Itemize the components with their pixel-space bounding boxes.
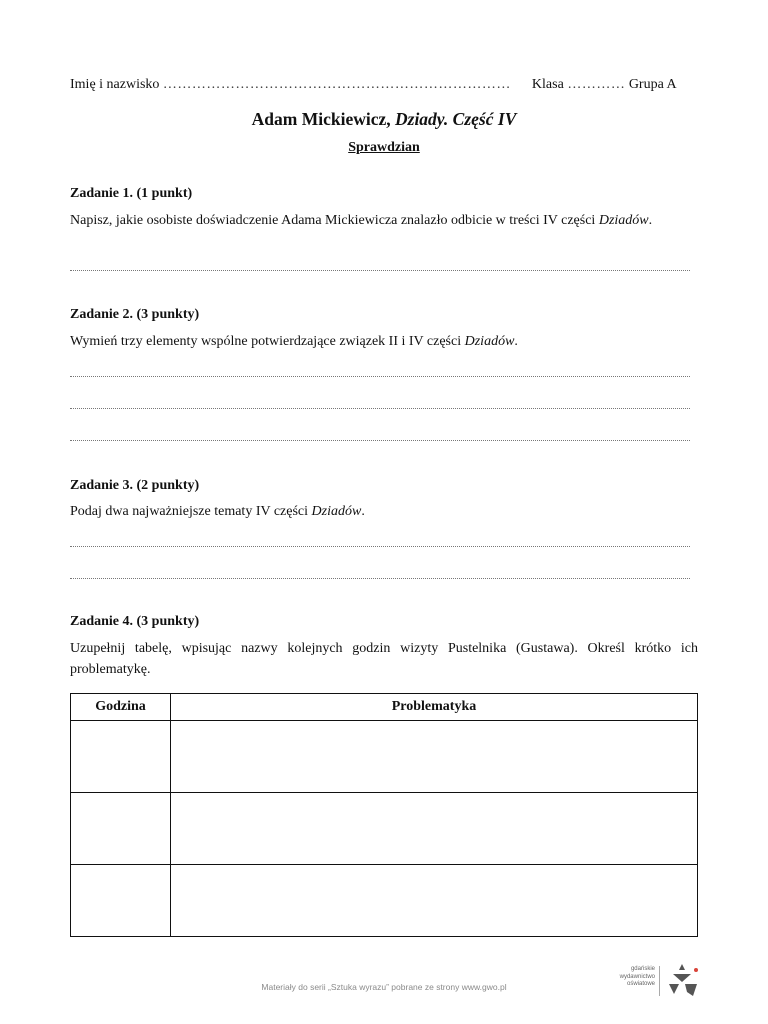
table-row [71,793,698,865]
task-4-text: Uzupełnij tabelę, wpisując nazwy kolejnych godzin wizyty Pustelnika (Gustawa). Określ krótko ich problematykę. [70,641,698,677]
hours-table [70,693,698,937]
task-2-instruction: Wymień trzy elementy wspólne potwierdzające związek II i IV części [70,334,462,349]
page-title [0,109,768,130]
task-3-answer-line[interactable] [70,568,690,579]
title-work: Dziady. Część IV [395,109,517,129]
task-1-italic: Dziadów [598,213,649,228]
task-4-heading: Zadanie 4. (3 punkty) [70,614,200,629]
logo-line: oświatowe [626,981,655,987]
hour-cell[interactable] [71,721,171,793]
class-label: Klasa [531,77,564,92]
task-1-text [70,210,698,231]
name-label: Imię i nazwisko [70,77,160,92]
task-3-italic: Dziadów [311,504,362,519]
publisher-logo [605,962,700,1002]
name-field[interactable]: ……………………………………………………………… [162,77,511,92]
table-header-row [71,694,698,721]
logo-mark-icon [663,962,701,1000]
table-row [71,865,698,937]
table-row [71,721,698,793]
task-2-italic: Dziadów [464,334,515,349]
task-3-answer-line[interactable] [70,536,690,547]
logo-line: gdańskie [630,966,655,972]
column-header-issues: Problematyka [171,694,698,721]
group-label: Grupa A [628,77,677,92]
title-author: Adam Mickiewicz, [251,109,391,129]
logo-divider [659,966,660,996]
task-2-answer-line[interactable] [70,398,690,409]
logo-line: wydawnictwo [619,973,655,980]
task-1-answer-line[interactable] [70,260,690,271]
issues-cell[interactable] [171,793,698,865]
task-2-text [70,331,698,352]
task-3-instruction: Podaj dwa najważniejsze tematy IV części [70,504,309,519]
task-3-text [70,501,698,522]
hour-cell[interactable] [71,865,171,937]
task-3-tail: . [361,504,365,519]
column-header-hour: Godzina [71,694,171,721]
task-1-instruction: Napisz, jakie osobiste doświadczenie Adama Mickiewicza znalazło odbicie w treści IV części [70,213,596,228]
task-3-heading: Zadanie 3. (2 punkty) [70,478,200,493]
task-1-heading: Zadanie 1. (1 punkt) [70,186,193,201]
footer-note: Materiały do serii „Sztuka wyrazu” pobrane ze strony www.gwo.pl [261,982,507,992]
task-2-heading: Zadanie 2. (3 punkty) [70,307,200,322]
hour-cell[interactable] [71,793,171,865]
class-field[interactable]: ………… [567,77,626,92]
task-1-tail: . [648,213,653,228]
issues-cell[interactable] [171,865,698,937]
issues-cell[interactable] [171,721,698,793]
logo-text [605,966,655,989]
task-2-answer-line[interactable] [70,430,690,441]
task-2-answer-line[interactable] [70,366,690,377]
page-subtitle: Sprawdzian [348,140,420,155]
task-2-tail: . [514,334,518,349]
student-info-line [70,77,698,93]
